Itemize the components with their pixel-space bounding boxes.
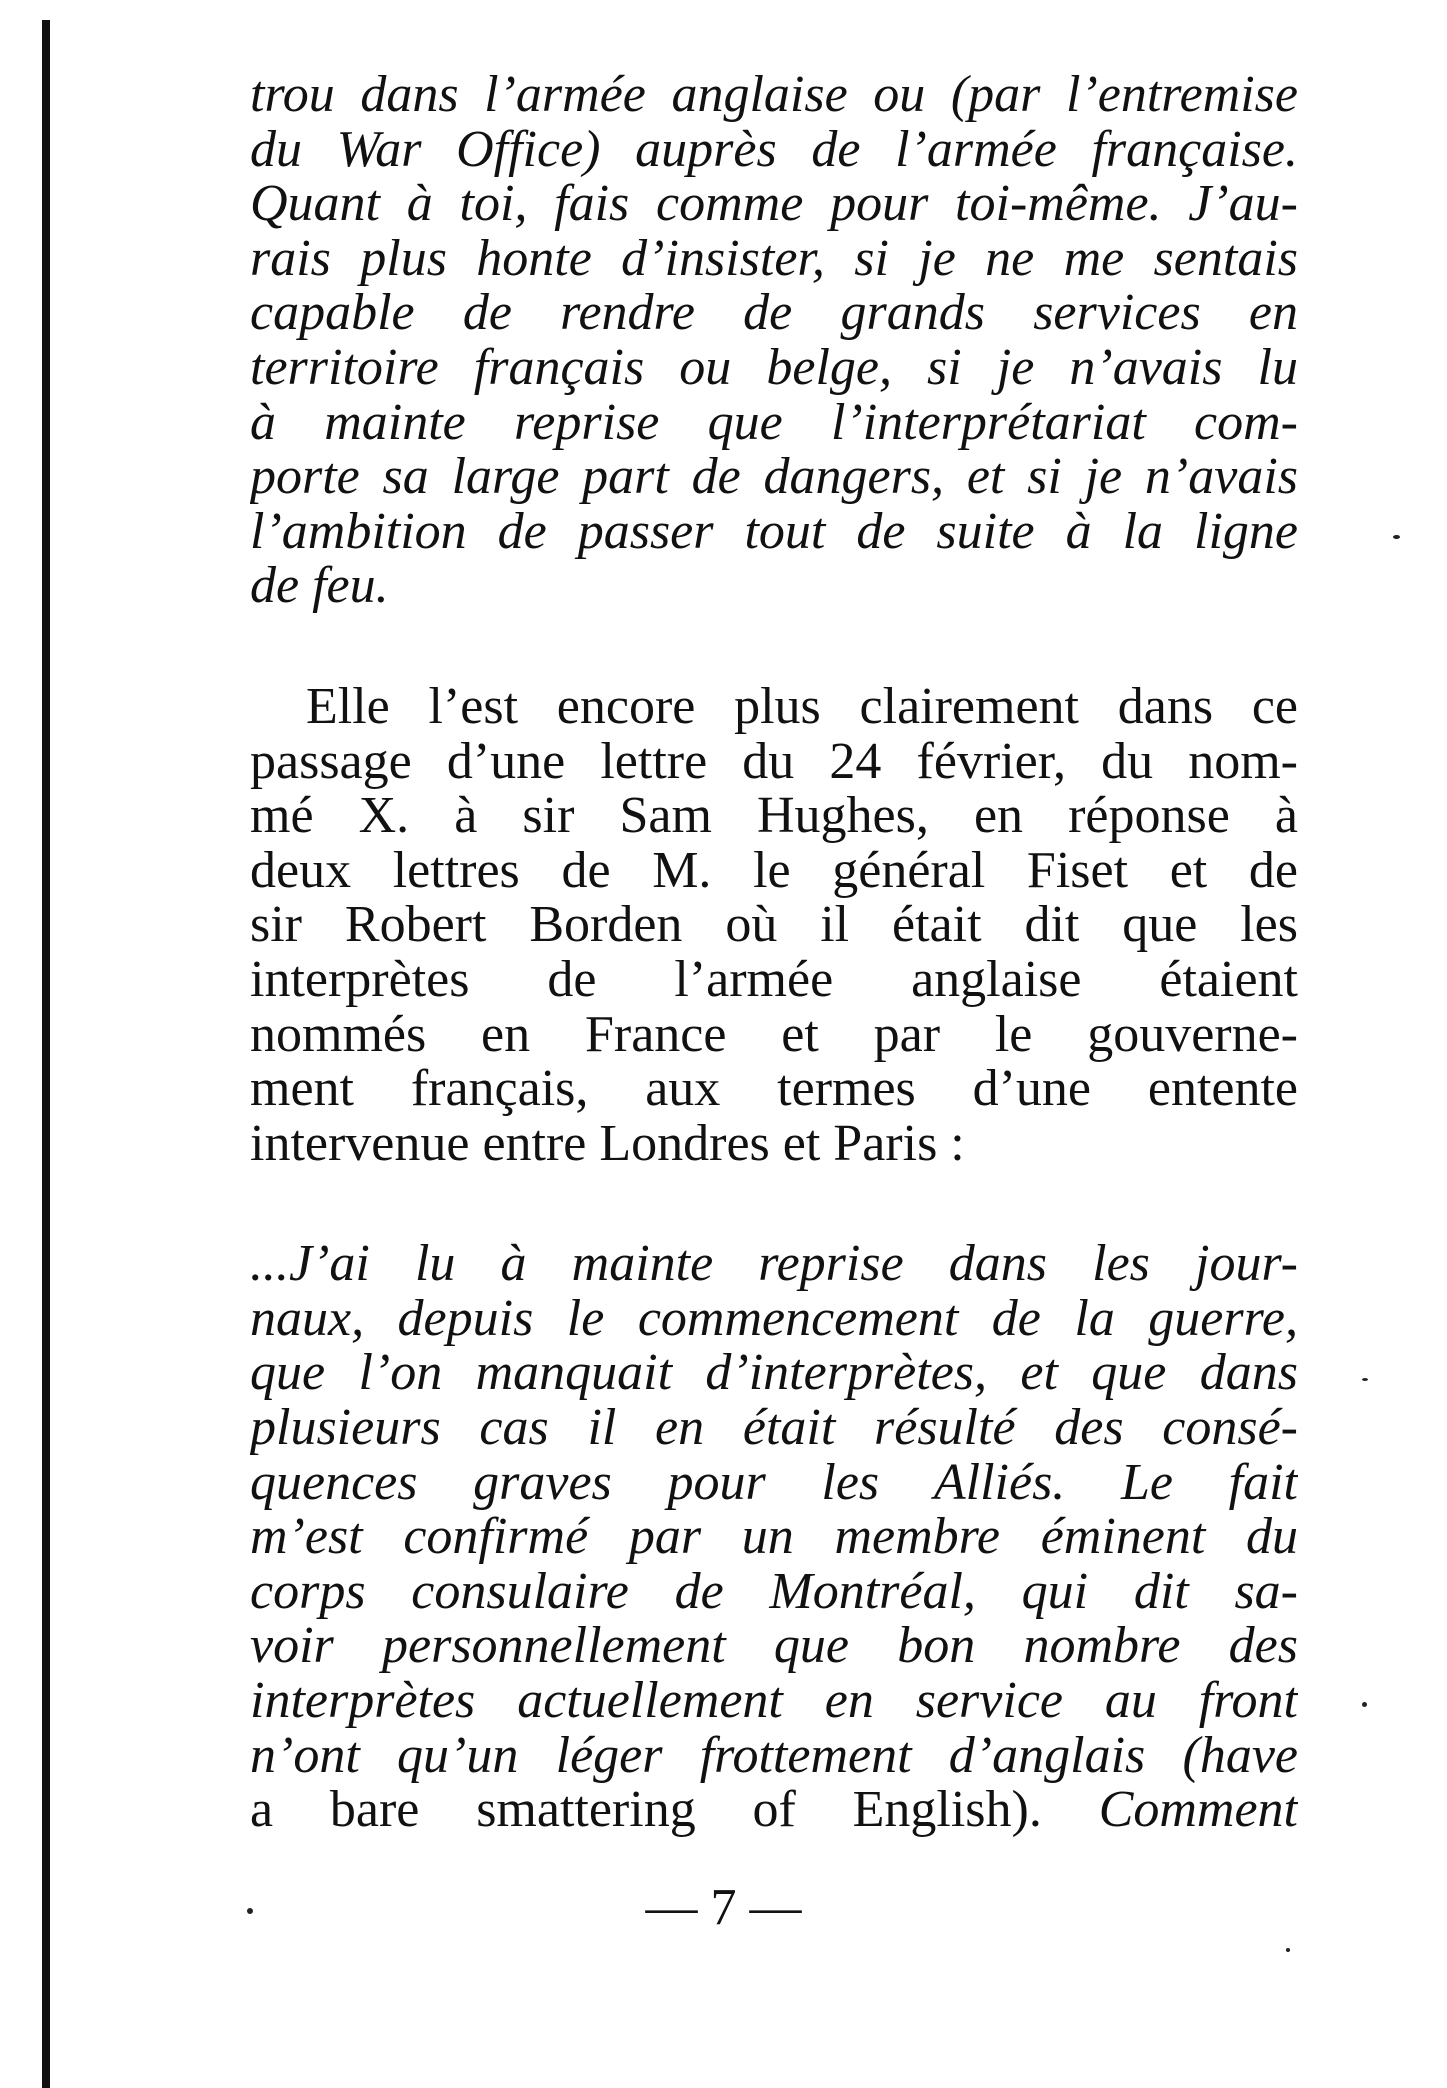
- text-line: mé X. à sir Sam Hughes, en réponse à: [250, 789, 1298, 844]
- print-speck: [1393, 535, 1400, 539]
- print-speck: [247, 1908, 253, 1914]
- text-line: porte sa large part de dangers, et si je n’avais: [250, 450, 1298, 505]
- text-line: n’ont qu’un léger frottement d’anglais (have: [250, 1728, 1298, 1784]
- quoted-letter-excerpt-1: [250, 68, 1298, 614]
- text-line: Quant à toi, fais comme pour toi-même. J’au-: [250, 177, 1298, 232]
- text-line: capable de rendre de grands services en: [250, 286, 1298, 341]
- page-number: — 7 —: [645, 1879, 802, 1936]
- text-line: nommés en France et par le gouverne-: [250, 1007, 1298, 1063]
- quoted-letter-excerpt-2: [250, 1237, 1298, 1838]
- text-line: corps consulaire de Montréal, qui dit sa-: [250, 1564, 1298, 1620]
- text-line: ...J’ai lu à mainte reprise dans les jour-: [250, 1237, 1298, 1292]
- text-line: que l’on manquait d’interprètes, et que dans: [250, 1346, 1298, 1402]
- text-line: naux, depuis le commencement de la guerre,: [250, 1291, 1298, 1347]
- text-line: trou dans l’armée anglaise ou (par l’entremise: [250, 68, 1298, 123]
- text-line: interprètes de l’armée anglaise étaient: [250, 952, 1298, 1008]
- text-line: intervenue entre Londres et Paris :: [250, 1116, 965, 1172]
- final-line-italic: Comment: [1098, 1783, 1298, 1838]
- text-line: passage d’une lettre du 24 février, du nom-: [250, 734, 1298, 790]
- text-line: Elle l’est encore plus clairement dans ce: [306, 679, 1298, 735]
- text-line: l’ambition de passer tout de suite à la ligne: [250, 504, 1298, 560]
- print-speck: [1362, 1378, 1368, 1381]
- text-line: du War Office) auprès de l’armée française.: [250, 122, 1298, 178]
- text-line: deux lettres de M. le général Fiset et de: [250, 843, 1298, 899]
- text-line: ment français, aux termes d’une entente: [250, 1062, 1298, 1117]
- text-line: sir Robert Borden où il était dit que les: [250, 898, 1298, 953]
- text-line: plusieurs cas il en était résulté des consé-: [250, 1401, 1298, 1456]
- text-line: voir personnellement que bon nombre des: [250, 1619, 1298, 1675]
- text-line-final: [250, 1783, 1298, 1838]
- text-line: de feu.: [250, 559, 389, 614]
- text-line: à mainte reprise que l’interprétariat com-: [250, 395, 1298, 451]
- print-speck: [1286, 1948, 1290, 1952]
- text-line: quences graves pour les Alliés. Le fait: [250, 1455, 1298, 1511]
- page-text-column: [250, 68, 1298, 1838]
- text-line: m’est confirmé par un membre éminent du: [250, 1510, 1298, 1565]
- final-line-roman: a bare smattering of English).: [250, 1783, 1042, 1838]
- text-line: territoire français ou belge, si je n’avais lu: [250, 340, 1298, 396]
- text-line: interprètes actuellement en service au front: [250, 1674, 1298, 1729]
- print-speck: [1362, 1702, 1367, 1707]
- text-line: rais plus honte d’insister, si je ne me sentais: [250, 231, 1298, 287]
- body-paragraph: [250, 680, 1298, 1171]
- page-binding-edge: [42, 20, 50, 2088]
